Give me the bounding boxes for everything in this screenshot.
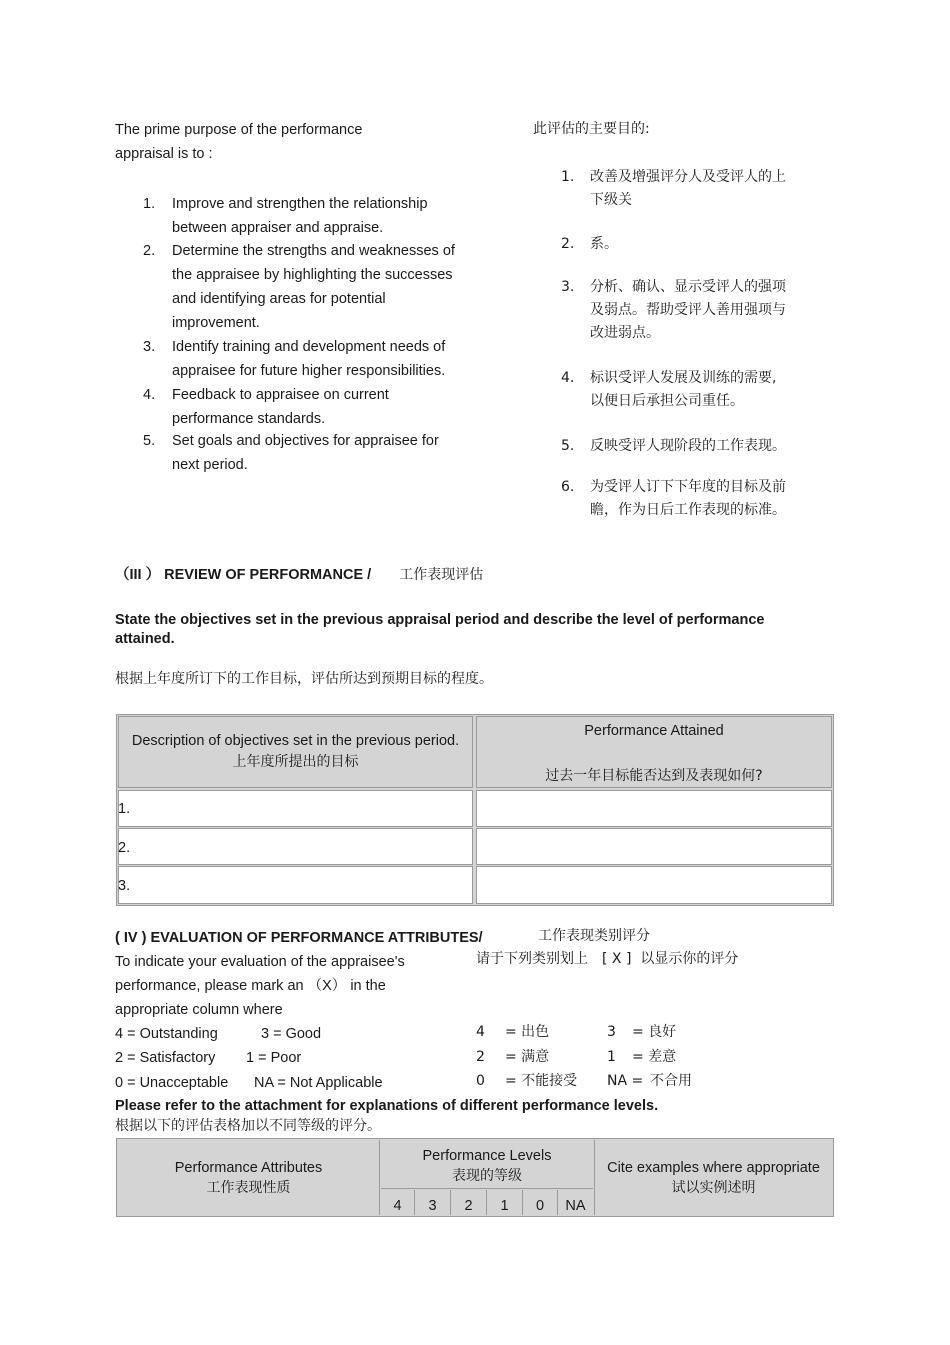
purpose-intro-en bbox=[115, 118, 445, 166]
section-3-title: REVIEW OF PERFORMANCE / bbox=[164, 567, 372, 583]
scale-num: 3 bbox=[607, 1024, 616, 1040]
instruction-line: appropriate column where bbox=[115, 1002, 283, 1018]
levels-header bbox=[381, 1140, 593, 1189]
scale-num: 0 bbox=[476, 1073, 485, 1089]
list-number: 1. bbox=[143, 196, 156, 212]
objectives-header-zh: 上年度所提出的目标 bbox=[232, 754, 359, 770]
list-line: appraisee for future higher responsibilities. bbox=[172, 363, 446, 379]
list-line: Improve and strengthen the relationship bbox=[172, 196, 428, 212]
row-number: 3. bbox=[118, 878, 131, 894]
section-3-title-zh: 工作表现评估 bbox=[399, 567, 484, 583]
scale-item: NA = Not Applicable bbox=[254, 1075, 383, 1091]
instruction-line: To indicate your evaluation of the appraisee's bbox=[115, 954, 405, 970]
levels-header-en: Performance Levels bbox=[422, 1148, 552, 1164]
list-line: between appraiser and appraise. bbox=[172, 220, 384, 236]
list-item bbox=[143, 335, 483, 383]
list-line: Determine the strengths and weaknesses of bbox=[172, 243, 455, 259]
list-line: Identify training and development needs of bbox=[172, 339, 446, 355]
examples-header bbox=[594, 1140, 832, 1215]
list-line: performance standards. bbox=[172, 411, 326, 427]
objective-input-cell[interactable] bbox=[476, 866, 832, 904]
level-column-1[interactable] bbox=[487, 1190, 523, 1215]
scale-num: 1 bbox=[607, 1049, 616, 1065]
refer-note-zh: 根据以下的评估表格加以不同等级的评分。 bbox=[115, 1118, 381, 1134]
row-number: 2. bbox=[118, 840, 131, 856]
level-label: 2 bbox=[464, 1198, 473, 1214]
list-line: 及弱点。帮助受评人善用强项与 bbox=[590, 302, 786, 318]
section-3-prefix: （III ） bbox=[115, 567, 161, 583]
scale-num: NA = bbox=[607, 1073, 644, 1089]
list-item bbox=[561, 276, 821, 345]
objective-input-cell[interactable] bbox=[476, 790, 832, 827]
performance-attained-en: Performance Attained bbox=[584, 723, 724, 739]
scale-item: 3 = Good bbox=[261, 1026, 322, 1042]
refer-note: Please refer to the attachment for explanations of different performance levels. bbox=[115, 1098, 659, 1114]
purpose-intro-line: The prime purpose of the performance bbox=[115, 122, 363, 138]
list-item bbox=[143, 192, 473, 240]
list-item bbox=[143, 239, 483, 335]
list-line: 下级关 bbox=[590, 192, 632, 208]
list-number: 2. bbox=[561, 236, 575, 252]
purpose-intro-zh: 此评估的主要目的: bbox=[533, 121, 650, 137]
section-4-instruction bbox=[115, 950, 445, 1022]
list-line: and identifying areas for potential bbox=[172, 291, 386, 307]
scale-text: = 良好 bbox=[632, 1024, 677, 1040]
list-line: improvement. bbox=[172, 315, 260, 331]
levels-header-zh: 表现的等级 bbox=[452, 1168, 522, 1184]
list-number: 6. bbox=[561, 479, 575, 495]
row-number: 1. bbox=[118, 801, 131, 817]
list-item bbox=[561, 476, 821, 522]
list-item bbox=[561, 233, 821, 256]
instruction-line: State the objectives set in the previous appraisal period and describe the level of performance bbox=[115, 612, 765, 628]
list-line: 标识受评人发展及训练的需要, bbox=[590, 370, 777, 386]
list-line: Set goals and objectives for appraisee for bbox=[172, 433, 439, 449]
list-line: 以便日后承担公司重任。 bbox=[590, 393, 744, 409]
examples-header-zh: 试以实例述明 bbox=[671, 1179, 756, 1196]
section-4-title-zh: 工作表现类别评分 bbox=[538, 928, 650, 944]
scale-num: 2 bbox=[476, 1049, 485, 1065]
list-line: 反映受评人现阶段的工作表现。 bbox=[590, 438, 786, 454]
scale-item: 4 = Outstanding bbox=[115, 1026, 218, 1042]
examples-header-en: Cite examples where appropriate bbox=[607, 1159, 820, 1176]
list-line: 为受评人订下下年度的目标及前 bbox=[590, 479, 786, 495]
list-item bbox=[561, 166, 821, 212]
list-number: 4. bbox=[143, 387, 156, 403]
attributes-header-zh: 工作表现性质 bbox=[206, 1179, 291, 1196]
level-column-na[interactable] bbox=[558, 1190, 593, 1215]
scale-num: 4 bbox=[476, 1024, 485, 1040]
list-line: Feedback to appraisee on current bbox=[172, 387, 389, 403]
level-label: 3 bbox=[428, 1198, 437, 1214]
list-line: 改善及增强评分人及受评人的上 bbox=[590, 169, 786, 185]
table-row bbox=[118, 790, 473, 827]
instruction-line: performance, please mark an （X） in the bbox=[115, 978, 386, 994]
list-item bbox=[143, 383, 483, 431]
table-row bbox=[118, 828, 473, 865]
table-row bbox=[118, 866, 473, 904]
list-item bbox=[561, 367, 821, 413]
list-item bbox=[143, 429, 483, 477]
scale-text: = 出色 bbox=[505, 1024, 550, 1040]
section-3-instruction bbox=[115, 611, 835, 649]
objectives-header bbox=[118, 716, 473, 788]
section-3-heading bbox=[115, 563, 483, 587]
level-label: 0 bbox=[535, 1198, 545, 1214]
objectives-header-en: Description of objectives set in the previous period. bbox=[131, 733, 460, 749]
scale-item: 1 = Poor bbox=[246, 1050, 302, 1066]
level-column-2[interactable] bbox=[451, 1190, 487, 1215]
purpose-intro-line: appraisal is to : bbox=[115, 146, 213, 162]
list-number: 1. bbox=[561, 169, 575, 185]
scale-text: = 不能接受 bbox=[505, 1073, 578, 1089]
list-number: 3. bbox=[143, 339, 156, 355]
level-label: 1 bbox=[500, 1198, 509, 1214]
list-number: 2. bbox=[143, 243, 156, 259]
list-line: next period. bbox=[172, 457, 248, 473]
scale-item: 2 = Satisfactory bbox=[115, 1050, 216, 1066]
performance-attained-header bbox=[476, 716, 832, 788]
performance-attained-zh: 过去一年目标能否达到及表现如何? bbox=[545, 768, 763, 784]
section-4-instruction-zh: 请于下列类别划上 [ X ] 以显示你的评分 bbox=[476, 951, 739, 967]
section-3-instruction-zh: 根据上年度所订下的工作目标，评估所达到预期目标的程度。 bbox=[115, 671, 493, 687]
section-4-title: ( IV ) EVALUATION OF PERFORMANCE ATTRIBUTES/ bbox=[115, 930, 483, 946]
level-label: 4 bbox=[393, 1198, 402, 1214]
level-label: NA bbox=[565, 1198, 586, 1214]
list-item bbox=[561, 435, 821, 458]
level-column-3[interactable] bbox=[415, 1190, 451, 1215]
objective-input-cell[interactable] bbox=[476, 828, 832, 865]
scale-text: = 差意 bbox=[632, 1049, 677, 1065]
attributes-header bbox=[118, 1140, 380, 1215]
list-number: 3. bbox=[561, 279, 575, 295]
list-number: 5. bbox=[143, 433, 156, 449]
list-line: 系。 bbox=[590, 236, 618, 252]
scale-text: = 满意 bbox=[505, 1049, 550, 1065]
list-line: 瞻，作为日后工作表现的标准。 bbox=[590, 502, 786, 518]
instruction-line: attained. bbox=[115, 631, 175, 647]
scale-item: 0 = Unacceptable bbox=[115, 1075, 229, 1091]
level-column-0[interactable] bbox=[523, 1190, 558, 1215]
list-line: 分析、确认、显示受评人的强项 bbox=[590, 279, 786, 295]
list-number: 4. bbox=[561, 370, 575, 386]
attributes-header-en: Performance Attributes bbox=[174, 1159, 323, 1176]
list-line: the appraisee by highlighting the successes bbox=[172, 267, 453, 283]
level-column-4[interactable] bbox=[381, 1190, 415, 1215]
list-line: 改进弱点。 bbox=[590, 325, 660, 341]
list-number: 5. bbox=[561, 438, 575, 454]
scale-text: 不合用 bbox=[650, 1073, 692, 1089]
